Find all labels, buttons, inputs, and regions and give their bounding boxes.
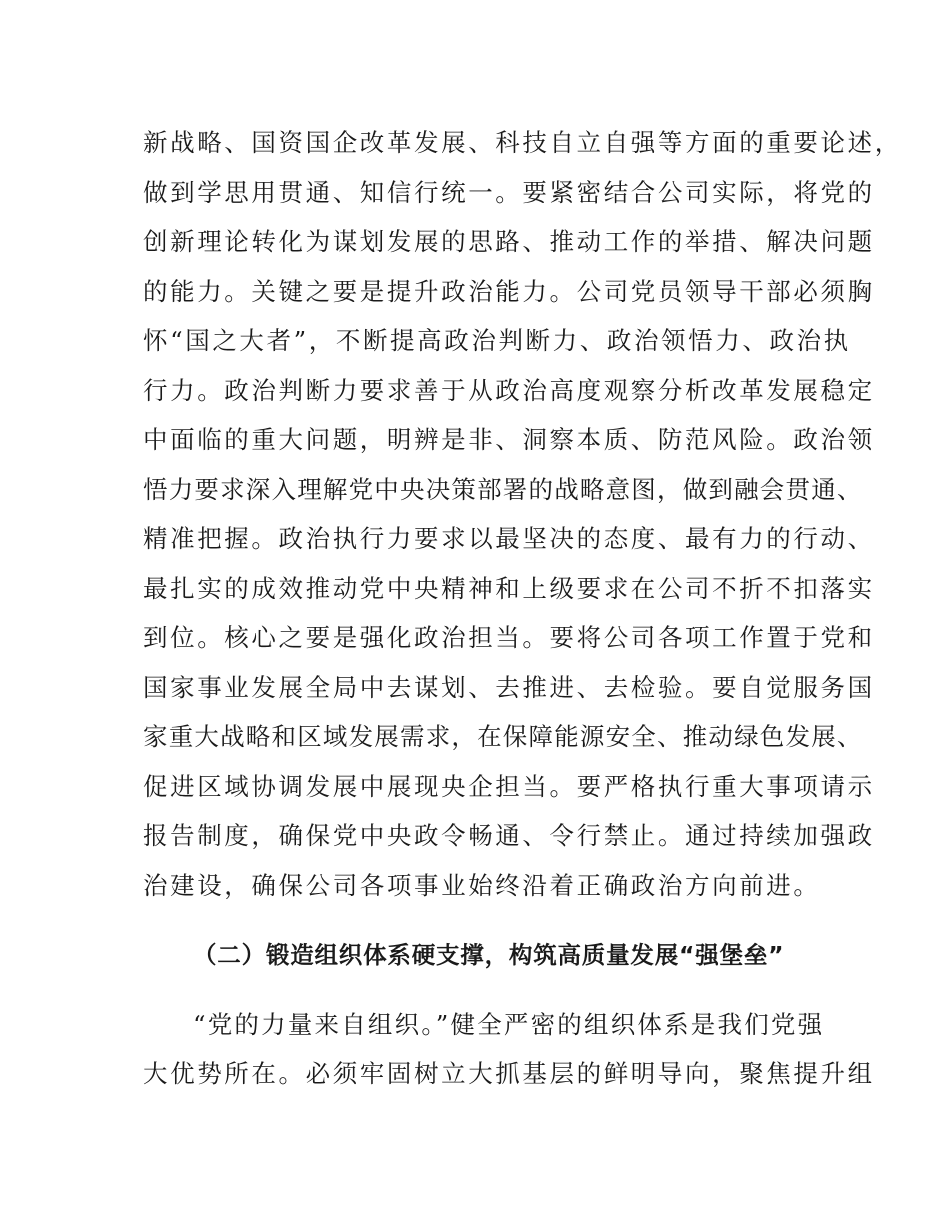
body-line: 的能力。关键之要是提升政治能力。公司党员领导干部必须胸 bbox=[143, 277, 875, 306]
body-line: 大优势所在。必须牢固树立大抓基层的鲜明导向，聚焦提升组 bbox=[143, 1059, 875, 1088]
body-line: 新战略、国资国企改革发展、科技自立自强等方面的重要论述， bbox=[143, 128, 902, 157]
body-line: 怀“国之大者”，不断提高政治判断力、政治领悟力、政治执 bbox=[143, 326, 851, 355]
body-line: 创新理论转化为谋划发展的思路、推动工作的举措、解决问题 bbox=[143, 227, 875, 256]
body-line: 报告制度，确保党中央政令畅通、令行禁止。通过持续加强政 bbox=[143, 821, 875, 850]
body-line: “党的力量来自组织。”健全严密的组织体系是我们党强 bbox=[193, 1010, 825, 1039]
body-line: 精准把握。政治执行力要求以最坚决的态度、最有力的行动、 bbox=[143, 524, 875, 553]
body-line: 促进区域协调发展中展现央企担当。要严格执行重大事项请示 bbox=[143, 772, 875, 801]
body-line: 中面临的重大问题，明辨是非、洞察本质、防范风险。政治领 bbox=[143, 425, 875, 454]
body-line: 国家事业发展全局中去谋划、去推进、去检验。要自觉服务国 bbox=[143, 673, 875, 702]
body-line: 治建设，确保公司各项事业始终沿着正确政治方向前进。 bbox=[143, 871, 821, 900]
body-line: 家重大战略和区域发展需求，在保障能源安全、推动绿色发展、 bbox=[143, 722, 863, 751]
section-heading: （二）锻造组织体系硬支撑，构筑高质量发展“强堡垒” bbox=[193, 941, 785, 969]
body-line: 做到学思用贯通、知信行统一。要紧密结合公司实际，将党的 bbox=[143, 178, 875, 207]
body-line: 最扎实的成效推动党中央精神和上级要求在公司不折不扣落实 bbox=[143, 574, 875, 603]
body-line: 到位。核心之要是强化政治担当。要将公司各项工作置于党和 bbox=[143, 623, 875, 652]
body-line: 行力。政治判断力要求善于从政治高度观察分析改革发展稳定 bbox=[143, 376, 875, 405]
body-line: 悟力要求深入理解党中央决策部署的战略意图，做到融会贯通、 bbox=[143, 475, 863, 504]
